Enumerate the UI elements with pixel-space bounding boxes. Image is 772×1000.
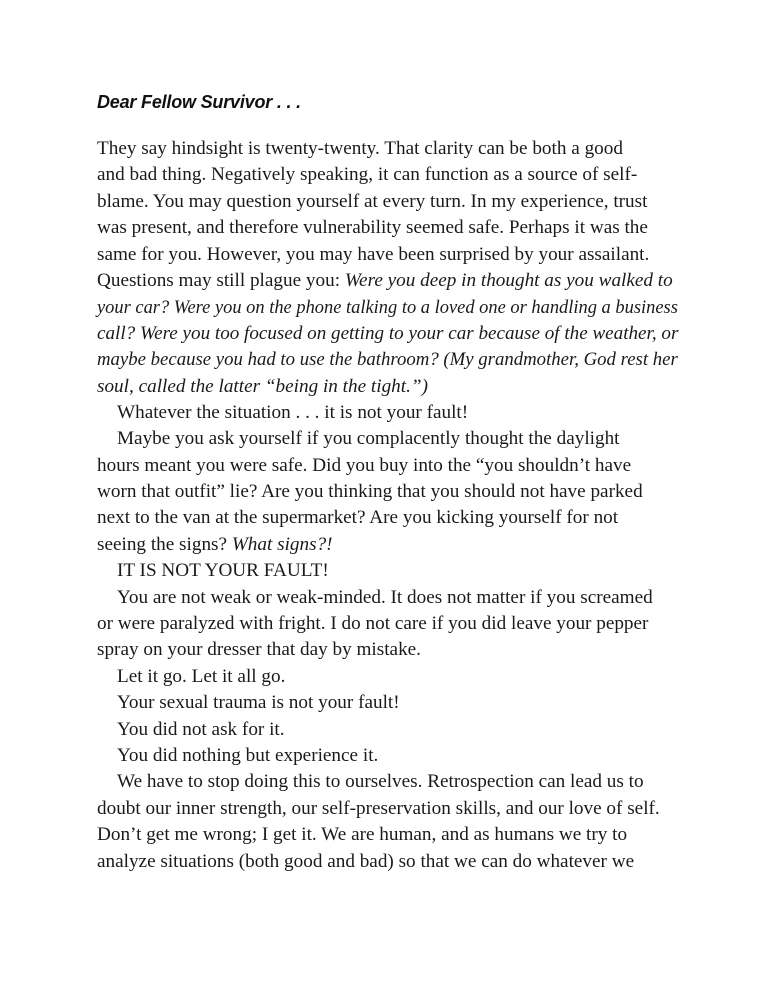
text-line <box>97 769 677 795</box>
text-segment: You did not ask for it. <box>117 718 285 740</box>
letter-heading: Dear Fellow Survivor . . . <box>97 92 301 112</box>
italic-text-segment: What signs?! <box>231 533 333 555</box>
text-line <box>97 347 677 373</box>
text-line <box>97 717 677 743</box>
text-line <box>97 849 677 875</box>
text-line <box>97 796 677 822</box>
italic-text-segment: Were you deep in thought as you walked to <box>344 269 673 291</box>
text-line <box>97 426 677 452</box>
text-segment: Whatever the situation . . . it is not your fault! <box>117 401 469 423</box>
text-line <box>97 268 677 294</box>
text-line <box>97 453 677 479</box>
text-segment: blame. You may question yourself at every turn. In my experience, trust <box>97 190 648 212</box>
text-segment: spray on your dresser that day by mistake. <box>97 639 421 661</box>
text-line <box>97 558 677 584</box>
text-line <box>97 215 677 241</box>
text-segment: You did nothing but experience it. <box>117 744 379 766</box>
text-line <box>97 664 677 690</box>
text-line <box>97 136 677 162</box>
italic-text-segment: call? Were you too focused on getting to your car because of the weather, or <box>97 322 679 344</box>
letter-body <box>97 136 677 875</box>
text-segment: next to the van at the supermarket? Are you kicking yourself for not <box>97 507 619 529</box>
text-line <box>97 400 677 426</box>
text-line <box>97 690 677 716</box>
text-segment: same for you. However, you may have been surprised by your assailant. <box>97 243 650 265</box>
text-segment: was present, and therefore vulnerability seemed safe. Perhaps it was the <box>97 217 648 239</box>
text-line <box>97 743 677 769</box>
text-segment: IT IS NOT YOUR FAULT! <box>117 560 329 582</box>
italic-text-segment: your car? Were you on the phone talking to a loved one or handling a business <box>97 297 678 318</box>
text-line <box>97 611 677 637</box>
text-segment: seeing the signs? <box>97 533 232 555</box>
text-line <box>97 294 677 320</box>
text-line <box>97 189 677 215</box>
text-segment: Questions may still plague you: <box>97 269 345 291</box>
text-line <box>97 822 677 848</box>
text-line <box>97 585 677 611</box>
text-segment: worn that outfit” lie? Are you thinking that you should not have parked <box>97 481 643 503</box>
text-line <box>97 242 677 268</box>
text-line <box>97 479 677 505</box>
text-line <box>97 532 677 558</box>
text-line <box>97 321 677 347</box>
italic-text-segment: soul, called the latter “being in the tight.”) <box>97 375 428 397</box>
text-line <box>97 162 677 188</box>
text-segment: Let it go. Let it all go. <box>117 665 286 687</box>
text-segment: analyze situations (both good and bad) so that we can do whatever we <box>97 850 635 872</box>
text-line <box>97 637 677 663</box>
text-line <box>97 505 677 531</box>
text-segment: and bad thing. Negatively speaking, it can function as a source of self- <box>97 164 638 186</box>
text-segment: They say hindsight is twenty-twenty. That clarity can be both a good <box>97 138 623 159</box>
text-segment: or were paralyzed with fright. I do not care if you did leave your pepper <box>97 613 649 635</box>
text-segment: You are not weak or weak-minded. It does not matter if you screamed <box>117 586 653 608</box>
text-segment: doubt our inner strength, our self-preservation skills, and our love of self. <box>97 797 660 819</box>
text-line <box>97 374 677 400</box>
text-segment: Don’t get me wrong; I get it. We are human, and as humans we try to <box>97 824 628 846</box>
text-segment: We have to stop doing this to ourselves. Retrospection can lead us to <box>117 771 644 793</box>
text-segment: Your sexual trauma is not your fault! <box>117 692 400 714</box>
italic-text-segment: maybe because you had to use the bathroom? (My grandmother, God rest her <box>97 349 678 371</box>
text-segment: Maybe you ask yourself if you complacently thought the daylight <box>117 428 620 450</box>
text-segment: hours meant you were safe. Did you buy into the “you shouldn’t have <box>97 454 632 476</box>
